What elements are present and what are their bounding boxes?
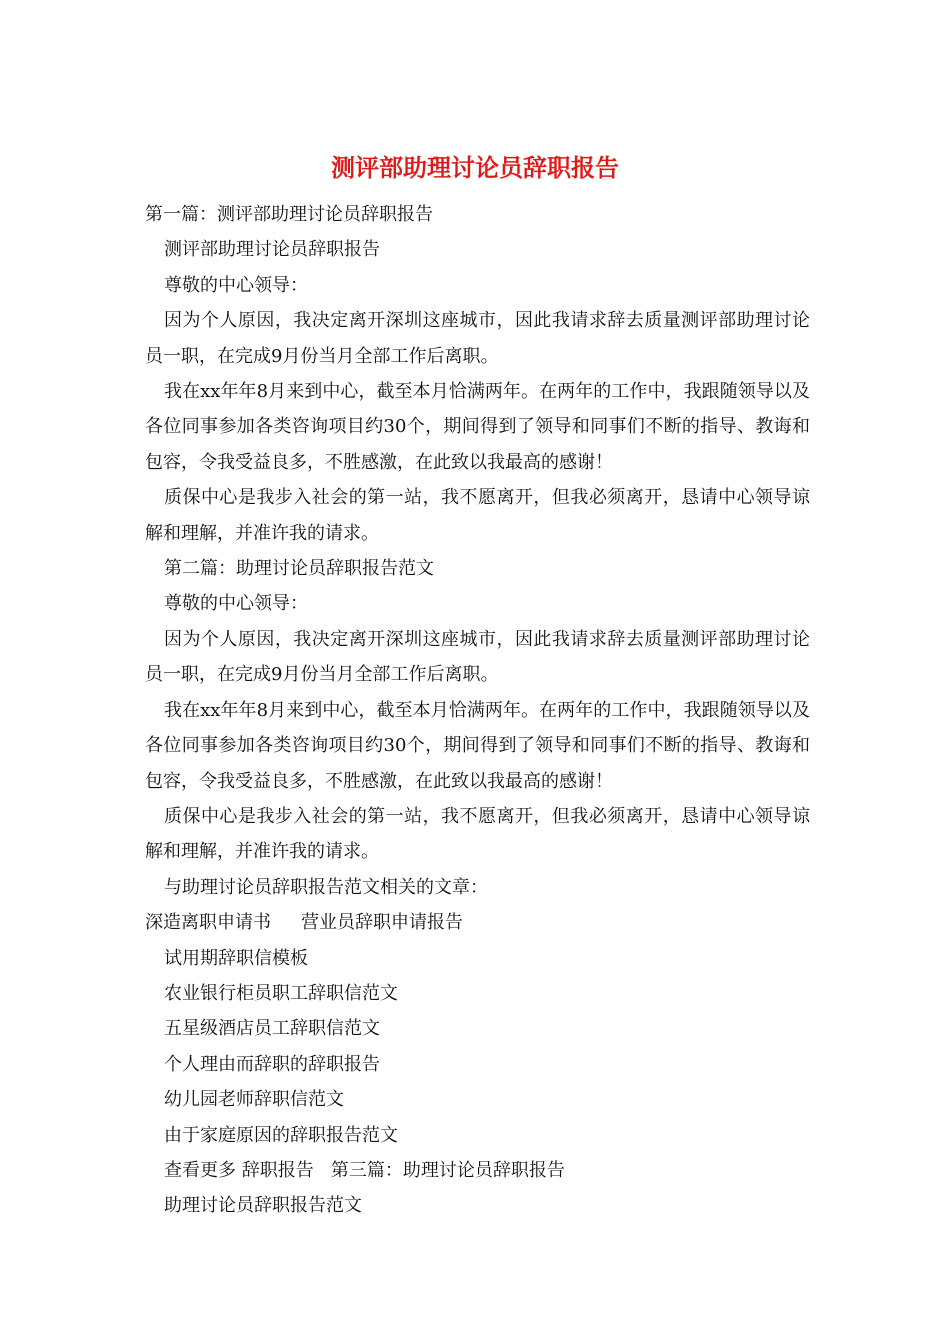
more-row	[145, 1153, 810, 1188]
document-title: 测评部助理讨论员辞职报告	[331, 153, 619, 182]
related-link-2[interactable]: 营业员辞职申请报告	[301, 912, 463, 934]
document-body	[145, 197, 810, 1224]
salutation-2: 尊敬的中心领导：	[164, 593, 308, 615]
paragraph-6: 质保中心是我步入社会的第一站，我不愿离开，但我必须离开，恳请中心领导谅解和理解，并准许我的请求。	[145, 805, 810, 863]
part1-subtitle: 测评部助理讨论员辞职报告	[164, 239, 380, 261]
paragraph-1: 因为个人原因，我决定离开深圳这座城市，因此我请求辞去质量测评部助理讨论员一职，在完成9月份当月全部工作后离职。	[145, 310, 810, 367]
related-heading: 与助理讨论员辞职报告范文相关的文章：	[164, 876, 488, 898]
related-link[interactable]: 个人理由而辞职的辞职报告	[164, 1053, 380, 1075]
paragraph-4: 因为个人原因，我决定离开深圳这座城市，因此我请求辞去质量测评部助理讨论员一职，在完成9月份当月全部工作后离职。	[145, 628, 810, 686]
related-link[interactable]: 试用期辞职信模板	[164, 947, 308, 969]
more-link[interactable]: 辞职报告	[241, 1159, 314, 1181]
related-link[interactable]: 五星级酒店员工辞职信范文	[164, 1018, 380, 1040]
more-label[interactable]: 查看更多	[164, 1159, 236, 1181]
related-link[interactable]: 农业银行柜员职工辞职信范文	[164, 982, 398, 1004]
salutation-1: 尊敬的中心领导：	[164, 274, 308, 296]
paragraph-5: 我在xx年年8月来到中心，截至本月恰满两年。在两年的工作中，我跟随领导以及各位同事参加各类咨询项目约30个，期间得到了领导和同事们不断的指导、教诲和包容，令我受益良多，不胜感激，在此致以我最高的感谢！	[145, 699, 810, 792]
related-link[interactable]: 由于家庭原因的辞职报告范文	[164, 1124, 398, 1146]
related-link-1[interactable]: 深造离职申请书	[145, 912, 271, 934]
part3-heading: 第三篇：助理讨论员辞职报告	[330, 1159, 565, 1181]
paragraph-2: 我在xx年年8月来到中心，截至本月恰满两年。在两年的工作中，我跟随领导以及各位同事参加各类咨询项目约30个，期间得到了领导和同事们不断的指导、教诲和包容，令我受益良多，不胜感激，在此致以我最高的感谢！	[145, 381, 810, 473]
related-link[interactable]: 幼儿园老师辞职信范文	[164, 1089, 344, 1111]
part1-heading: 第一篇：测评部助理讨论员辞职报告	[145, 204, 433, 225]
part2-heading: 第二篇：助理讨论员辞职报告范文	[164, 558, 434, 580]
paragraph-3: 质保中心是我步入社会的第一站，我不愿离开，但我必须离开，恳请中心领导谅解和理解，并准许我的请求。	[145, 487, 810, 544]
related-first-row	[145, 905, 810, 940]
part3-subtitle: 助理讨论员辞职报告范文	[164, 1195, 362, 1217]
